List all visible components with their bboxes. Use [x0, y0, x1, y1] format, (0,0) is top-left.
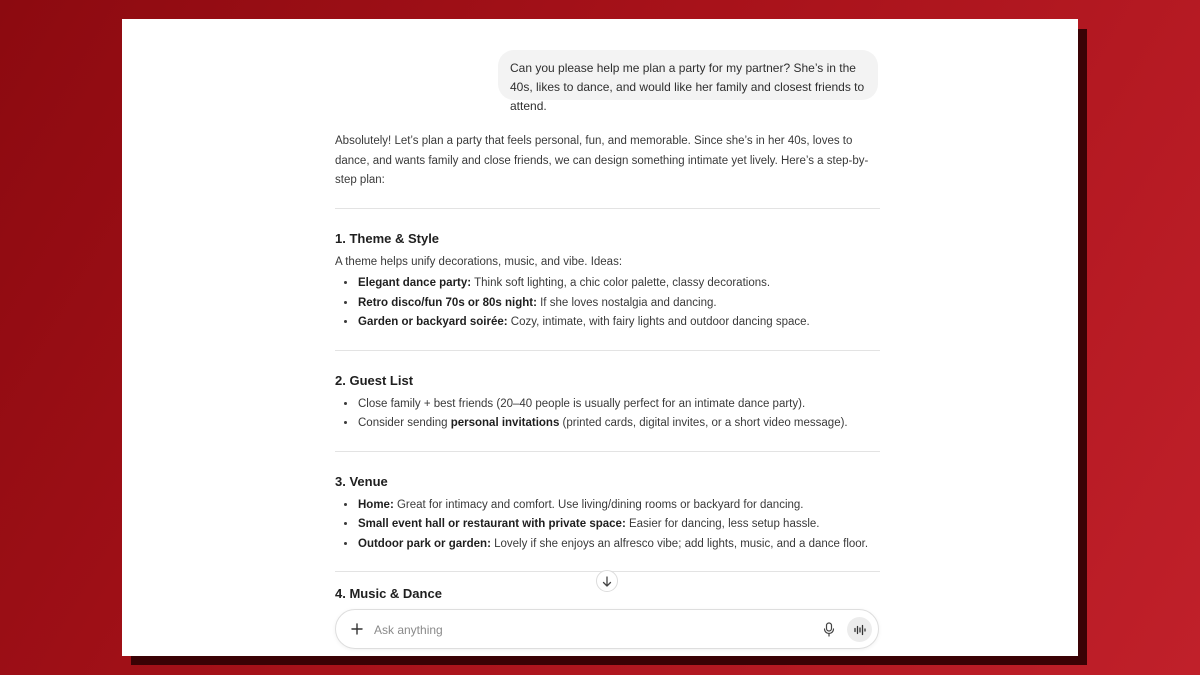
- assistant-response: [335, 132, 880, 592]
- list-item-label: Home:: [358, 498, 394, 511]
- list-item: [357, 515, 880, 535]
- list-item-text: Consider sending: [358, 417, 451, 429]
- section-list: [335, 395, 880, 434]
- list-item-label: Garden or backyard soirée:: [358, 316, 508, 328]
- response-sections: [335, 208, 880, 573]
- section-description: A theme helps unify decorations, music, and vibe. Ideas:: [335, 255, 623, 268]
- list-item: [357, 313, 880, 333]
- plus-icon: [351, 623, 363, 635]
- dictate-button[interactable]: [820, 620, 838, 638]
- list-item: [357, 414, 880, 434]
- list-item: [357, 294, 880, 314]
- section-divider: [335, 350, 880, 351]
- section-title: 2. Guest List: [335, 372, 414, 388]
- section-list: [335, 496, 880, 555]
- list-item: [357, 395, 880, 415]
- list-item-text: Cozy, intimate, with fairy lights and outdoor dancing space.: [507, 316, 810, 328]
- section-list: [335, 274, 880, 333]
- list-item-label: personal invitations: [450, 417, 560, 429]
- section-title: 3. Venue: [335, 473, 388, 489]
- user-message-text: Can you please help me plan a party for my partner? She’s in the 40s, likes to dance, and would like her family and closest friends to attend.: [510, 61, 865, 113]
- voice-mode-icon: [853, 624, 866, 636]
- section-divider: [335, 208, 880, 209]
- list-item-text: Great for intimacy and comfort. Use living/dining rooms or backyard for dancing.: [393, 498, 804, 511]
- section-divider: [335, 451, 880, 452]
- response-intro: Absolutely! Let’s plan a party that feels personal, fun, and memorable. Since she’s in her 40s, loves to dance, and wants family and close friends, we can design something intimate yet lively. Here’s a step-by-step plan:: [335, 135, 869, 186]
- arrow-down-icon: [602, 576, 612, 587]
- microphone-icon: [823, 622, 835, 637]
- ask-input[interactable]: [372, 619, 776, 641]
- section-title-music: 4. Music & Dance: [335, 586, 442, 601]
- list-item: [357, 535, 880, 555]
- list-item: [357, 496, 880, 516]
- attach-button[interactable]: [346, 618, 368, 640]
- list-item-text: (printed cards, digital invites, or a short video message).: [559, 417, 848, 429]
- list-item-label: Outdoor park or garden:: [358, 537, 491, 550]
- list-item-label: Small event hall or restaurant with private space:: [358, 518, 626, 530]
- list-item-text: If she loves nostalgia and dancing.: [536, 296, 717, 309]
- section-title: 1. Theme & Style: [335, 230, 440, 246]
- list-item-label: Elegant dance party:: [358, 277, 472, 289]
- user-message-bubble: [498, 50, 878, 113]
- list-item: [357, 274, 880, 294]
- list-item-text: Think soft lighting, a chic color palette, classy decorations.: [471, 277, 771, 289]
- composer-bar: [335, 609, 879, 649]
- list-item-text: Easier for dancing, less setup hassle.: [625, 518, 820, 530]
- list-item-text: Close family + best friends (20–40 people is usually perfect for an intimate dance party).: [358, 397, 806, 410]
- scroll-to-bottom-button[interactable]: [596, 570, 618, 592]
- list-item-label: Retro disco/fun 70s or 80s night:: [358, 296, 537, 309]
- voice-mode-button[interactable]: [847, 617, 872, 642]
- chat-window: [122, 19, 1078, 656]
- list-item-text: Lovely if she enjoys an alfresco vibe; add lights, music, and a dance floor.: [490, 537, 869, 550]
